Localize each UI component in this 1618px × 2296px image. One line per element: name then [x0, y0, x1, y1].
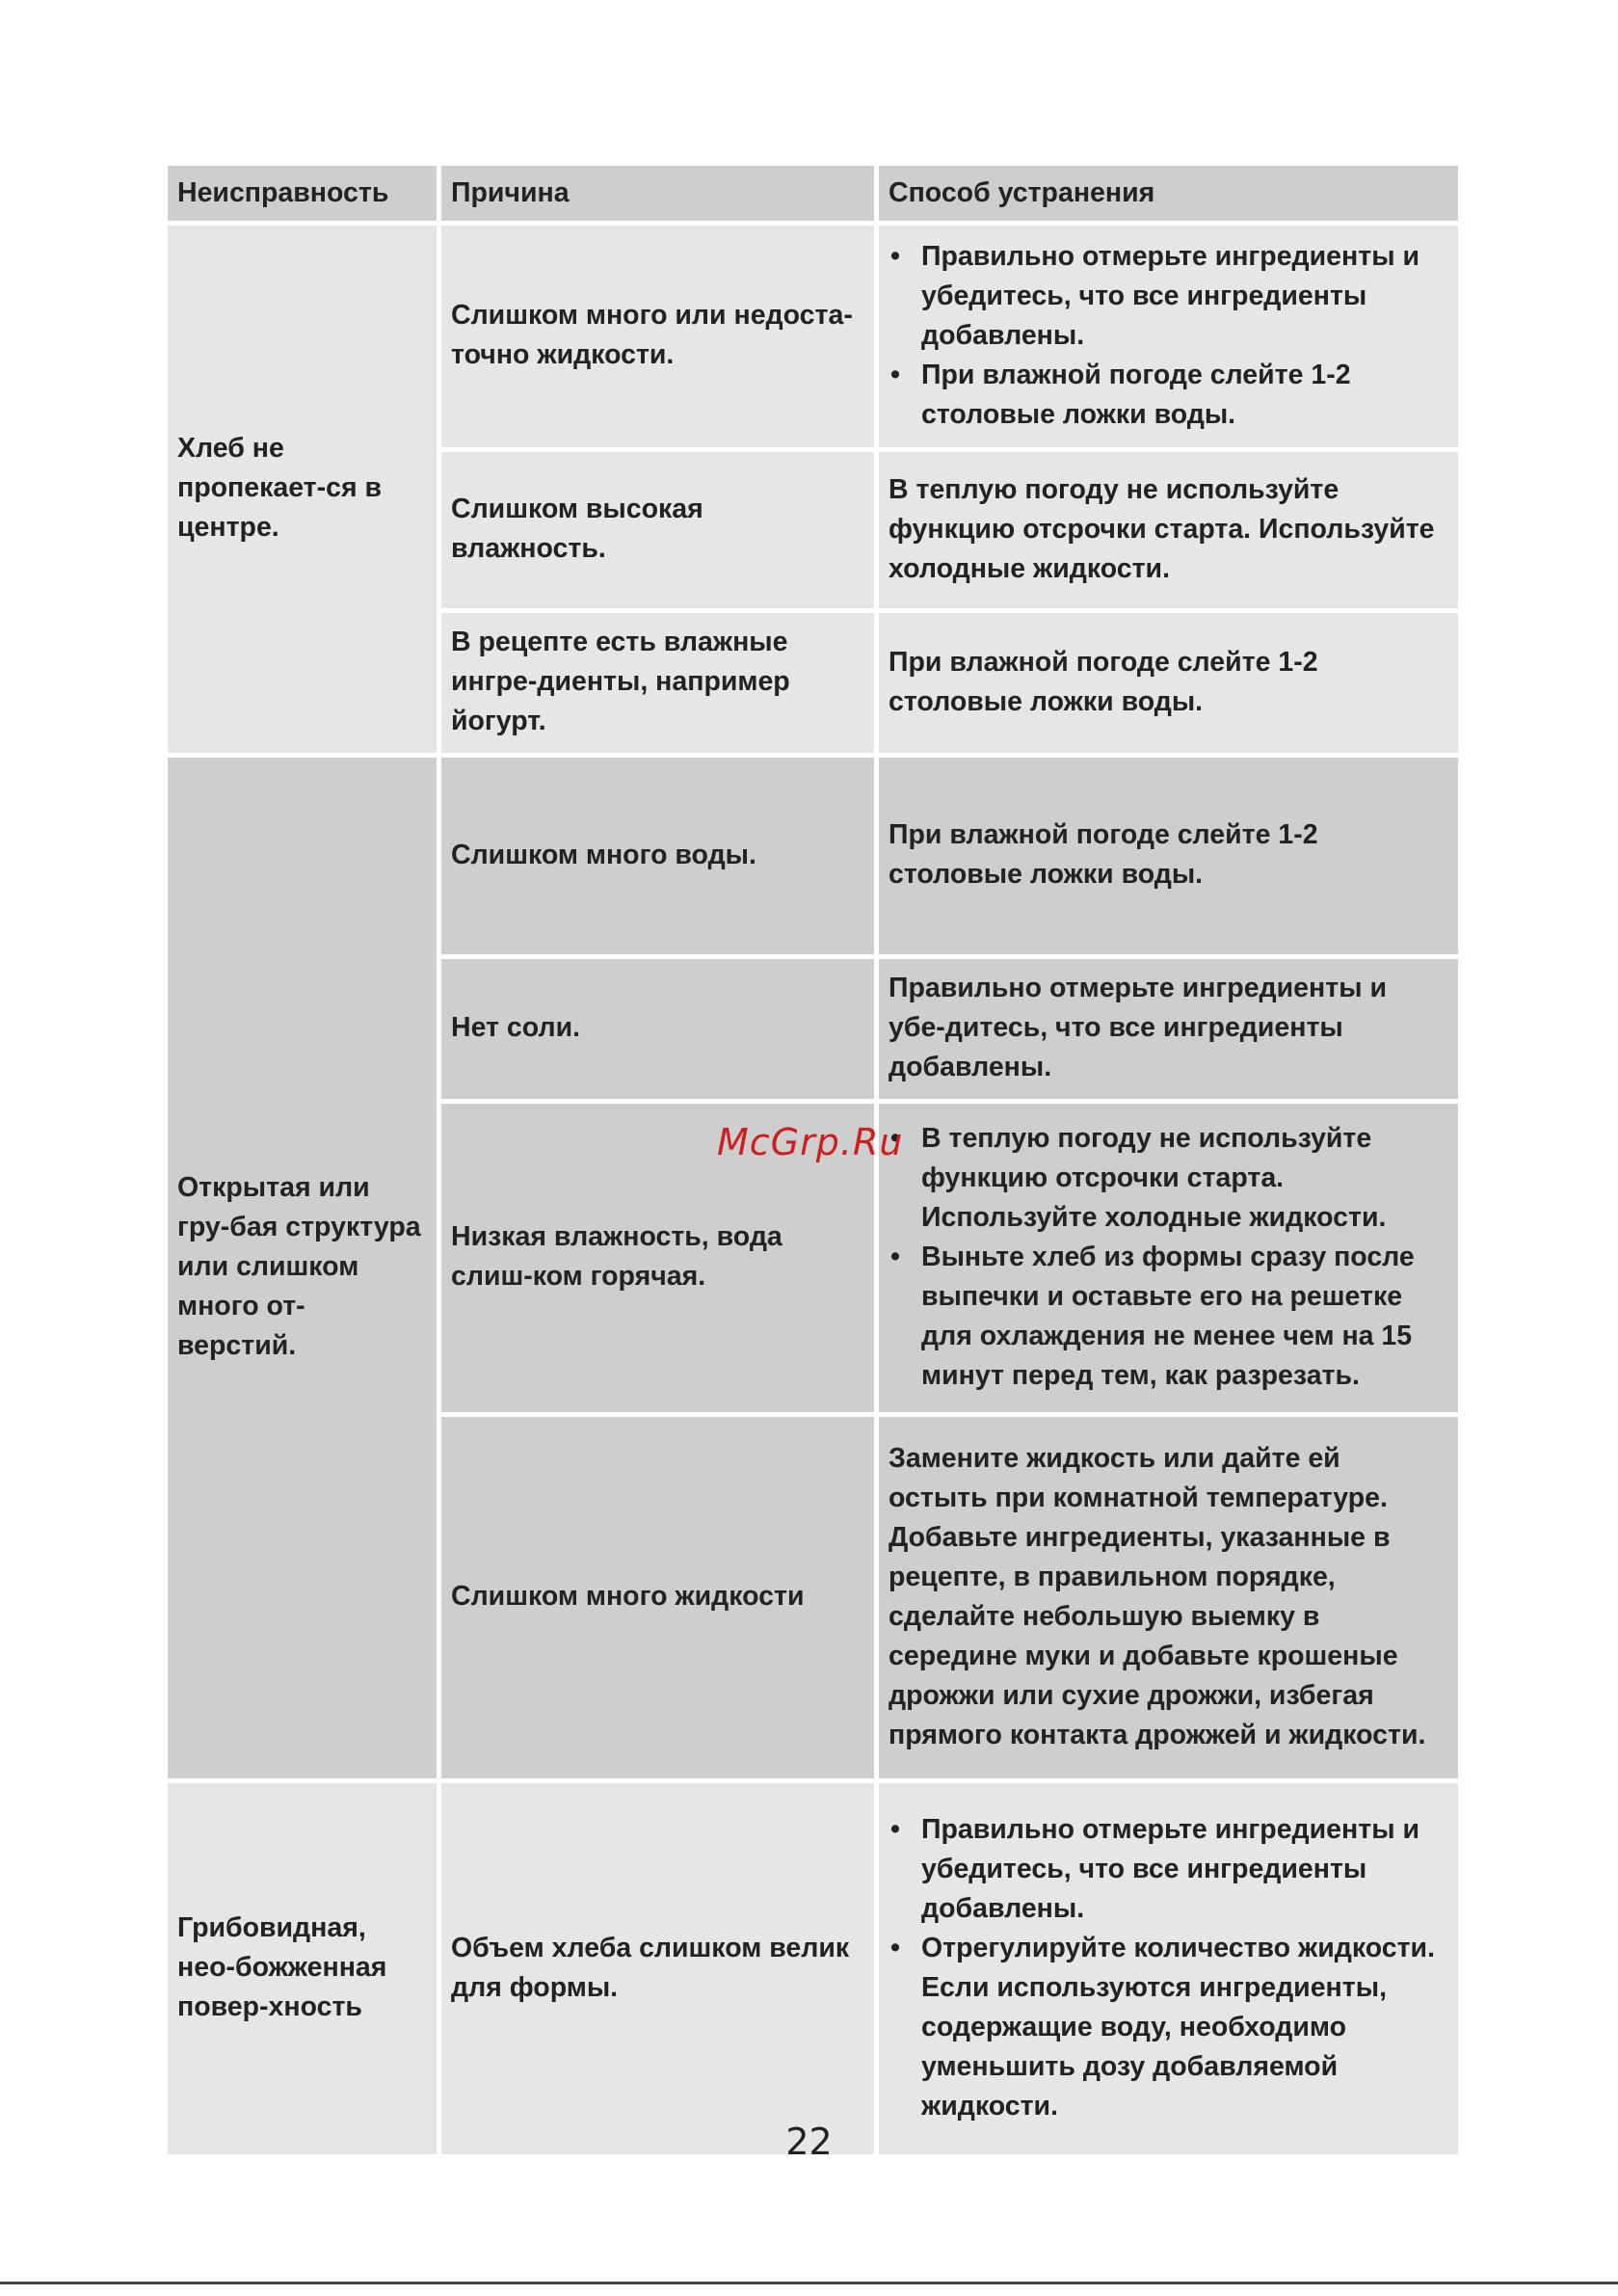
- header-row: [168, 166, 1458, 221]
- cause-cell: Слишком много или недоста-точно жидкости.: [441, 226, 874, 447]
- list-item: • Правильно отмерьте ингредиенты и убедитесь, что все ингредиенты добавлены.: [889, 237, 1445, 356]
- list-item: • Правильно отмерьте ингредиенты и убедитесь, что все ингредиенты добавлены.: [889, 1810, 1445, 1929]
- problem-cell: Открытая или гру-бая структура или слишком много от-верстий.: [168, 758, 437, 1778]
- remedy-cell: [879, 226, 1458, 447]
- remedy-cell: Замените жидкость или дайте ей остыть при комнатной температуре. Добавьте ингредиенты, указанные в рецепте, в правильном порядке, сделайте небольшую выемку в середине муки и добавьте крошеные дрожжи или сухие дрожжи, избегая прямого контакта дрожжей и жидкости.: [879, 1417, 1458, 1778]
- header-remedy: Способ устранения: [879, 166, 1458, 221]
- remedy-cell: Правильно отмерьте ингредиенты и убе-дитесь, что все ингредиенты добавлены.: [879, 959, 1458, 1099]
- cause-cell: Объем хлеба слишком велик для формы.: [441, 1783, 874, 2154]
- remedy-list: [889, 1810, 1445, 2126]
- bottom-divider: [0, 2282, 1618, 2284]
- remedy-cell: [879, 1783, 1458, 2154]
- list-item: • При влажной погоде слейте 1-2 столовые ложки воды.: [889, 356, 1445, 435]
- watermark: McGrp.Ru: [717, 1121, 904, 1163]
- cause-cell: Низкая влажность, вода слиш-ком горячая.: [441, 1104, 874, 1412]
- cause-cell: Слишком много воды.: [441, 758, 874, 954]
- table-row: [168, 226, 1458, 447]
- list-item: • В теплую погоду не используйте функцию отсрочки старта. Используйте холодные жидкости.: [889, 1119, 1445, 1238]
- remedy-cell: При влажной погоде слейте 1-2 столовые ложки воды.: [879, 613, 1458, 753]
- list-item: • Отрегулируйте количество жидкости. Если используются ингредиенты, содержащие воду, необходимо уменьшить дозу добавляемой жидкости.: [889, 1929, 1445, 2126]
- remedy-list: [889, 1119, 1445, 1396]
- table-row: [168, 1783, 1458, 2154]
- list-item: • Выньте хлеб из формы сразу после выпечки и оставьте его на решетке для охлаждения не менее чем на 15 минут перед тем, как разрезать.: [889, 1238, 1445, 1396]
- problem-cell: Хлеб не пропекает-ся в центре.: [168, 226, 437, 753]
- header-problem: Неисправность: [168, 166, 437, 221]
- page-number: 22: [785, 2121, 833, 2163]
- remedy-cell: [879, 1104, 1458, 1412]
- cause-cell: Слишком много жидкости: [441, 1417, 874, 1778]
- header-cause: Причина: [441, 166, 874, 221]
- remedy-cell: В теплую погоду не используйте функцию отсрочки старта. Используйте холодные жидкости.: [879, 452, 1458, 608]
- table-row: [168, 758, 1458, 954]
- cause-cell: Слишком высокая влажность.: [441, 452, 874, 608]
- remedy-list: [889, 237, 1445, 435]
- remedy-cell: При влажной погоде слейте 1-2 столовые ложки воды.: [879, 758, 1458, 954]
- problem-cell: Грибовидная, нео-божженная повер-хность: [168, 1783, 437, 2154]
- cause-cell: Нет соли.: [441, 959, 874, 1099]
- cause-cell: В рецепте есть влажные ингре-диенты, например йогурт.: [441, 613, 874, 753]
